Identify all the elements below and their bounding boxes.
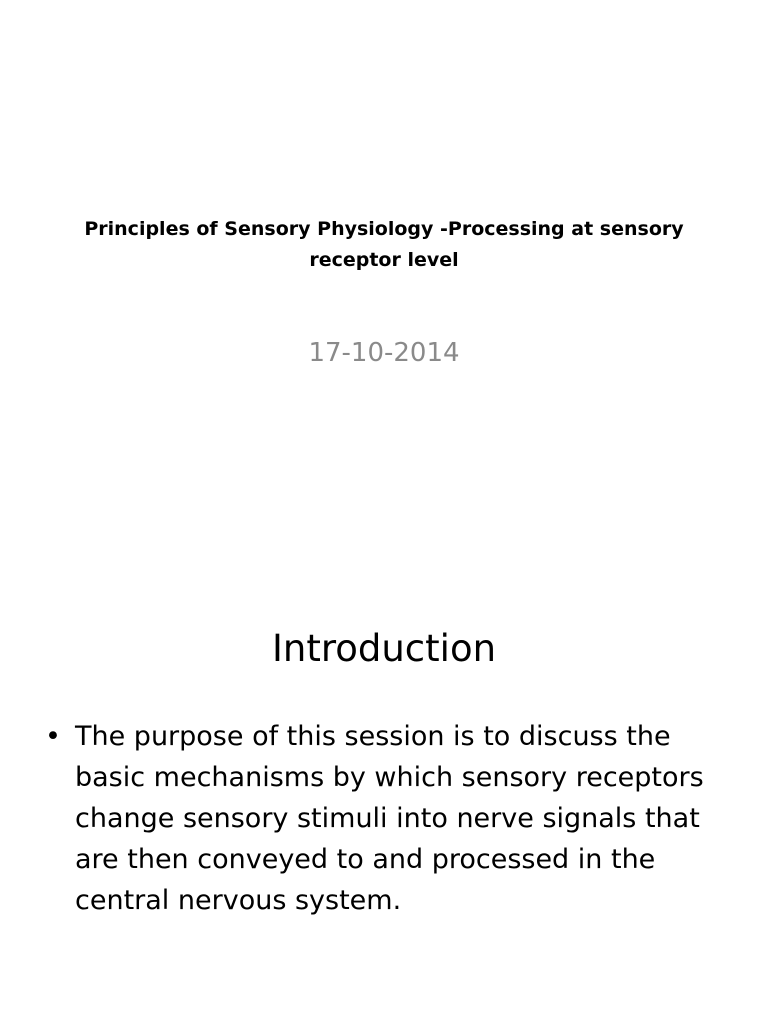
bullet-list: [40, 716, 730, 921]
bullet-text: The purpose of this session is to discuss the basic mechanisms by which sensory receptors change sensory stimuli into nerve signals that are then conveyed to and processed in the central nervous system.: [75, 721, 704, 916]
slide-title: Principles of Sensory Physiology -Processing at sensory receptor level: [84, 218, 684, 271]
slide-heading: Introduction: [271, 627, 497, 670]
bullet-icon: •: [45, 721, 61, 752]
slide-date: 17-10-2014: [308, 338, 460, 368]
introduction-slide: [0, 512, 768, 1024]
list-item: [40, 716, 730, 921]
